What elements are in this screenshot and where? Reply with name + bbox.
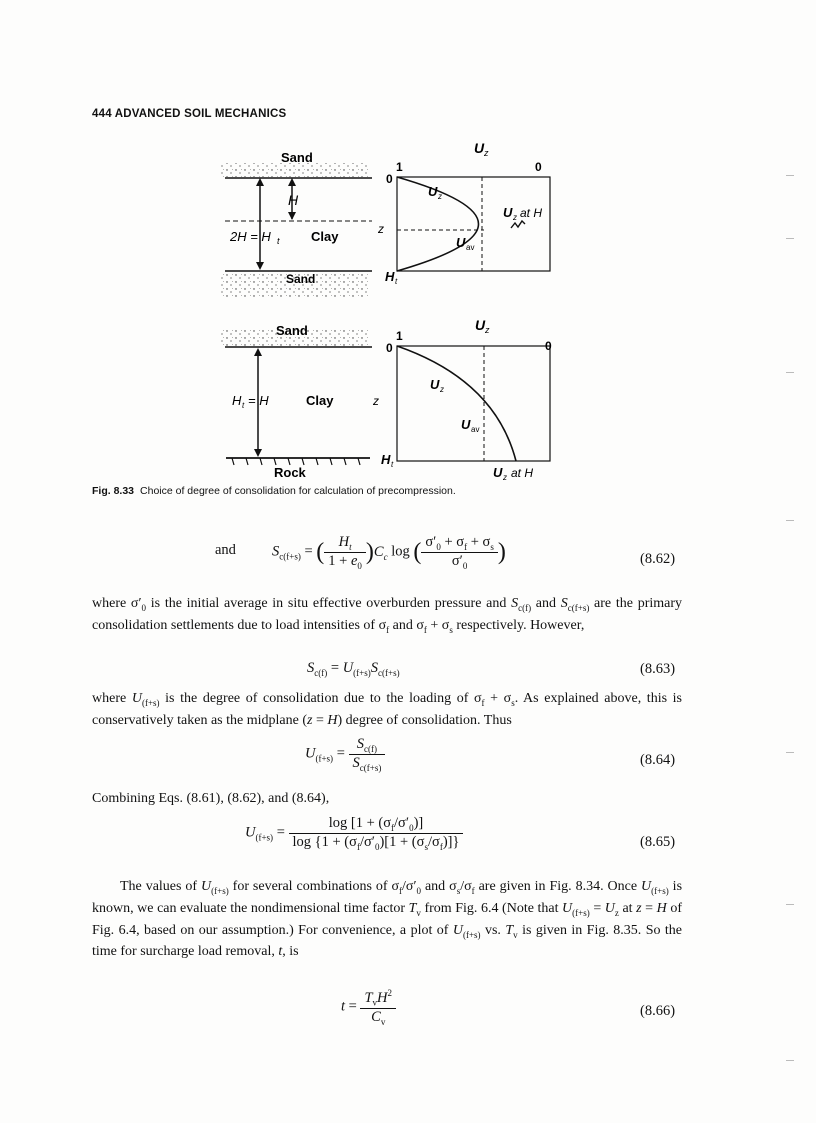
eq-8-62-number: (8.62) [640,551,676,567]
paragraph-values: The values of $U_{(f+s)}$ for several combinations of $\sigma_f/\sigma'_0$ and $\sigma_s/\sigma_f$ are given in Fig. 8.34. Once $U_{(f+s)}$ is known, we can evaluate the nondimensional time factor $T_v$ from Fig. 6.4 (Note that $U_{(f+s)} = U_z$ at z = H of Fig. 6.4, based on our assumption.) For convenience, a plot of $U_{(f+s)}$ vs. $T_v$ is given in Fig. 8.35. So the time for surcharge load removal, t, is [92,879,683,960]
bottom-rock-label: Rock [274,465,306,480]
caption-text: Choice of degree of consolidation for calculation of precompression. [140,485,456,497]
bottom-h-sub: t [242,401,245,410]
top-bottom-sand-label: Sand [286,272,316,286]
margin-mark [786,372,794,373]
bottom-h-suffix: = H [248,393,269,408]
eq-8-62-lead: and [215,542,236,558]
eq-8-63-number: (8.63) [640,661,676,677]
bottom-end-label-suffix: at H [511,466,534,480]
top-degree-plot [377,140,550,286]
bottom-end-label: U [493,465,503,480]
margin-mark [786,520,794,521]
margin-mark [786,904,794,905]
top-axis-title-sub: z [484,148,489,158]
paragraph-combining: Combining Eqs. (8.61), (8.62), and (8.64), [92,791,330,806]
top-axis-tick-0: 0 [535,160,542,174]
bottom-ht-sub: t [391,460,394,469]
bottom-axis-title: U [475,317,486,333]
top-avg-label: U [456,235,466,250]
equation-8-65: $U_{(f+s)}$ = $\frac{\log [1 + (\sigma_f/\sigma'_0)]}{\log \{1 + (\sigma_f/\sigma'_0)[1 + (\sigma_s/\sigma_f)]\}}$ [245,815,463,852]
caption-number: Fig. 8.33 [92,485,135,497]
bottom-sand-label: Sand [276,323,308,338]
bottom-soil-profile [220,323,372,480]
bottom-origin-label: 0 [386,341,393,355]
top-soil-profile [220,150,372,298]
bottom-clay-label: Clay [306,393,334,408]
bottom-h-label: H [232,393,242,408]
top-ht-label: H [385,269,395,284]
equation-8-63: $S_{c(f)} = U_{(f+s)}S_{c(f+s)}$ [307,660,400,678]
margin-mark [786,752,794,753]
top-ht-sub: t [395,277,398,286]
top-axis-tick-1: 1 [396,160,403,174]
bottom-ht-label: H [381,452,391,467]
bottom-avg-label-sub: av [471,425,480,434]
equation-8-62: $S_{c(f+s)}$ = ( $\frac{H_t}{1 + e_0}$ )$C_c$ log ( $\frac{\sigma'_0 + \sigma_f + \sigma_s}{\sigma'_0}$ ) [272,534,506,571]
top-origin-label: 0 [386,172,393,186]
top-mid-label-suffix: at H [520,206,543,220]
margin-mark [786,175,794,176]
eq-8-65-number: (8.65) [640,834,676,850]
bottom-axis-tick-1: 1 [396,329,403,343]
figure-caption [92,485,456,497]
bottom-z-label: z [373,394,379,408]
margin-mark [786,1060,794,1061]
paragraph-where-u: where $U_{(f+s)}$ is the degree of consolidation due to the loading of $\sigma_f + \sigma_s$. As explained above, this is conservatively taken as the midplane (z = H) degree of consolidation. Thus [92,691,682,728]
top-curve-label: U [428,184,438,199]
eq-8-66-number: (8.66) [640,1003,676,1019]
equation-8-66: t = $\frac{T_vH^2}{C_v}$ [341,988,396,1027]
bottom-end-label-sub: z [503,473,507,482]
bottom-curve-label-sub: z [440,385,444,394]
top-h-label: H [288,192,299,208]
top-axis-title: U [474,140,485,156]
bottom-curve-label: U [430,377,440,392]
bottom-axis-tick-0: 0 [545,339,552,353]
top-curve-label-sub: z [438,192,442,201]
top-total-sub: t [277,236,280,246]
bottom-avg-label: U [461,417,471,432]
bottom-uz-curve [397,346,516,461]
page-number: 444 [92,108,112,120]
top-z-label: z [378,222,384,236]
top-mid-label: U [503,205,513,220]
equation-8-64: $U_{(f+s)}$ = $\frac{S_{c(f)}}{S_{c(f+s)}}$ [305,736,385,773]
top-avg-label-sub: av [466,243,475,252]
top-clay-label: Clay [311,229,339,244]
paragraph-where-sigma0: where $\sigma'_0$ is the initial average in situ effective overburden pressure and $S_{c(f)}$ and $S_{c(f+s)}$ are the primary consolidation settlements due to load intensities of $\sigma_f$ and $\sigma_f + \sigma_s$ respectively. However, [92,596,683,635]
eq-8-64-number: (8.64) [640,752,676,768]
top-sand-label: Sand [281,150,313,165]
top-total-label: 2H = H [230,229,271,244]
running-title: ADVANCED SOIL MECHANICS [114,108,287,120]
bottom-degree-plot [372,317,552,482]
top-mid-label-sub: z [513,213,517,222]
bottom-axis-title-sub: z [485,325,490,335]
margin-mark [786,238,794,239]
